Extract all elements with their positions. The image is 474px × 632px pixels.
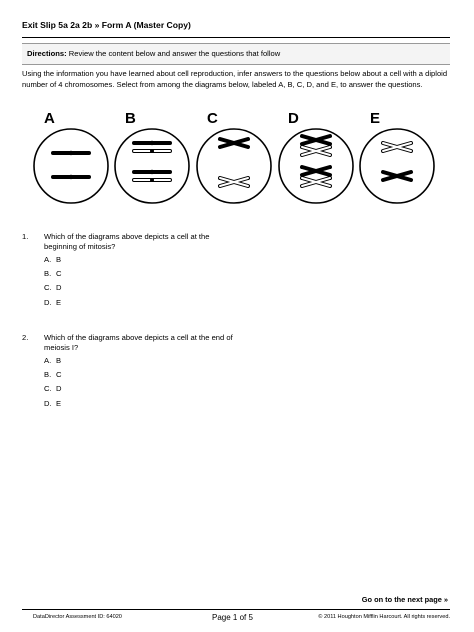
answer-option[interactable]: [44, 283, 61, 297]
page-number: Page 1 of 5: [212, 613, 253, 622]
question-text: Which of the diagrams above depicts a cell at the end of meiosis I?: [44, 333, 233, 352]
option-letter: B.: [44, 370, 52, 380]
option-letter: A.: [44, 255, 52, 264]
label-e: E: [370, 110, 381, 127]
document-title: Exit Slip 5a 2a 2b » Form A (Master Copy): [22, 20, 191, 30]
answer-option[interactable]: [44, 384, 61, 398]
label-c: C: [207, 110, 218, 127]
cell-diagrams-svg: [28, 110, 454, 215]
answer-options: [44, 255, 61, 312]
option-value: E: [56, 297, 62, 307]
option-value: D: [56, 283, 62, 293]
label-a: A: [44, 110, 55, 127]
cell-c: [197, 129, 271, 203]
chromosome-e1: [383, 143, 411, 151]
chromosome-d3: [302, 167, 330, 175]
chromosome-c2: [220, 178, 248, 186]
directions: [27, 49, 280, 58]
header-rule: [22, 37, 450, 38]
intro-paragraph: Using the information you have learned about cell reproduction, infer answers to the questions below about a cell with a diploid number of 4 chromosomes. Select from among the diagrams below, labeled A, B, C, D, and E, to answer the questions.: [22, 69, 448, 89]
question-number: 2.: [22, 333, 29, 342]
cell-b: [115, 129, 189, 203]
cell-e: [360, 129, 434, 203]
option-letter: A.: [44, 356, 52, 365]
chromosome-a2: [53, 175, 89, 179]
chromosome-b1: [134, 141, 170, 145]
next-page-link[interactable]: Go on to the next page »: [361, 595, 448, 604]
label-b: B: [125, 110, 136, 127]
directions-box: [22, 43, 450, 65]
chromosome-a1: [53, 151, 89, 155]
option-value: B: [56, 255, 62, 264]
question-text: Which of the diagrams above depicts a cell at the beginning of mitosis?: [44, 232, 210, 251]
option-letter: C.: [44, 384, 52, 394]
answer-option[interactable]: [44, 356, 61, 370]
chromosome-d1: [302, 136, 330, 144]
cell-a: [34, 129, 108, 203]
option-value: C: [56, 269, 62, 279]
answer-option[interactable]: [44, 399, 61, 413]
copyright: © 2011 Houghton Mifflin Harcourt. All rights reserved.: [318, 614, 450, 620]
chromosome-c1: [220, 139, 248, 147]
cell-diagrams: [28, 110, 454, 215]
answer-options: [44, 356, 61, 413]
assessment-id: DataDirector Assessment ID: 64020: [33, 614, 122, 620]
option-letter: B.: [44, 269, 52, 279]
option-letter: D.: [44, 398, 52, 408]
chromosome-b2: [134, 149, 170, 153]
answer-option[interactable]: [44, 255, 61, 269]
chromosome-d2: [302, 147, 330, 155]
chromosome-b4: [134, 178, 170, 182]
directions-text: Review the content below and answer the questions that follow: [66, 49, 281, 58]
answer-option[interactable]: [44, 269, 61, 283]
option-value: D: [56, 384, 62, 394]
label-d: D: [288, 110, 299, 127]
question-number: 1.: [22, 232, 29, 241]
option-letter: D.: [44, 297, 52, 307]
chromosome-b3: [134, 170, 170, 174]
chromosome-d4: [302, 178, 330, 186]
option-letter: C.: [44, 283, 52, 293]
answer-option[interactable]: [44, 298, 61, 312]
answer-option[interactable]: [44, 370, 61, 384]
chromosome-e2: [383, 172, 411, 180]
footer-rule: [22, 609, 450, 610]
directions-label: Directions:: [27, 49, 67, 58]
option-value: C: [56, 370, 62, 380]
option-value: B: [56, 356, 62, 365]
option-value: E: [56, 398, 62, 408]
